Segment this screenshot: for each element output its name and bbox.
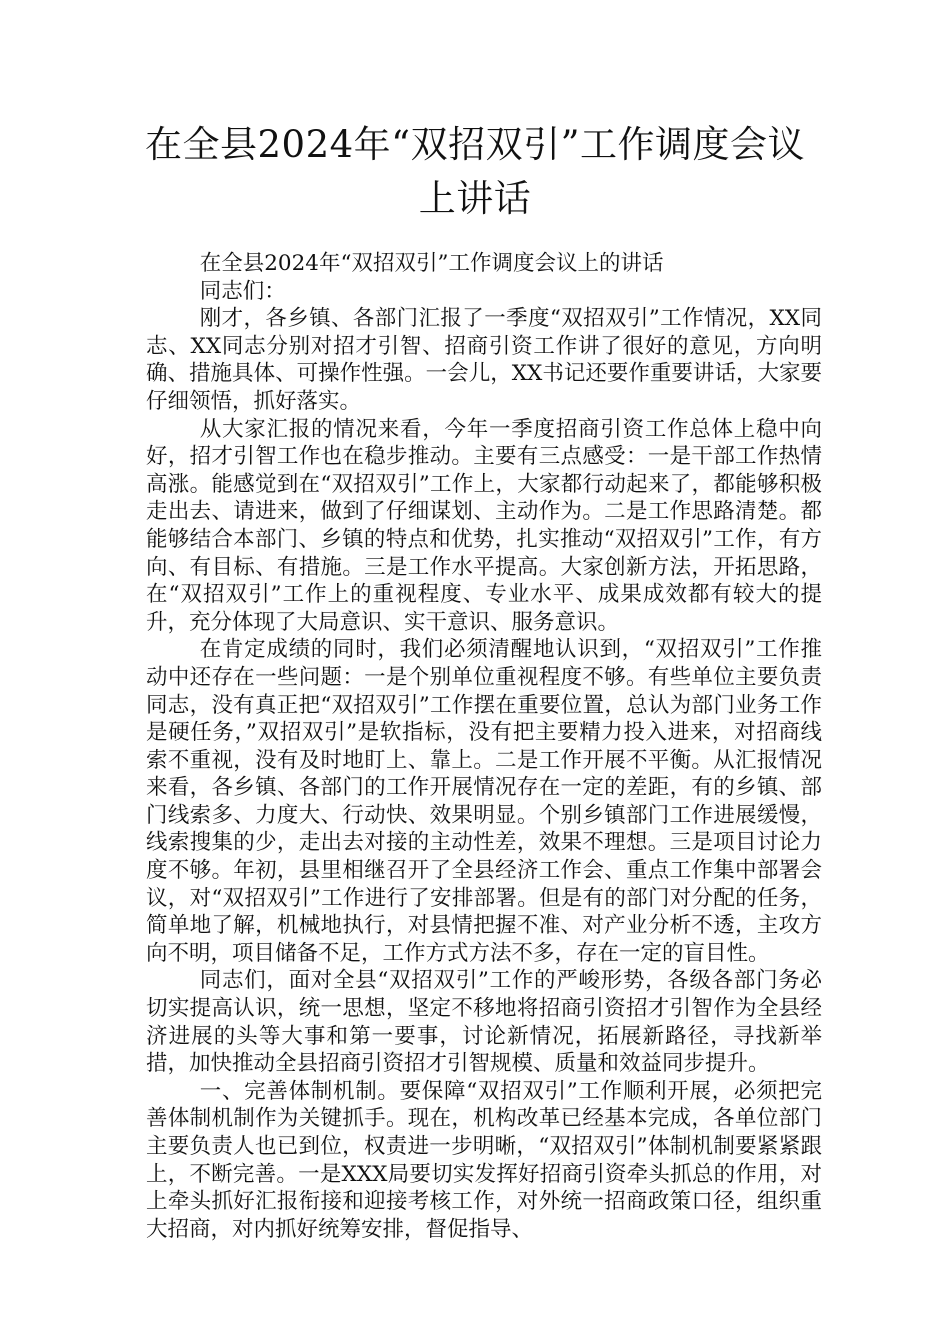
paragraph: 一、完善体制机制。要保障“双招双引”工作顺利开展，必须把完善体制机制作为关键抓手。现在，机构改革已经基本完成，各单位部门主要负责人也已到位，权责进一步明晰，“双招双引”体制机制要紧紧跟上，不断完善。一是XXX局要切实发挥好招商引资牵头抓总的作用，对上牵头抓好汇报衔接和迎接考核工作，对外统一招商政策口径，组织重大招商，对内抓好统筹安排，督促指导、 [146,1078,822,1242]
paragraph: 从大家汇报的情况来看，今年一季度招商引资工作总体上稳中向好，招才引智工作也在稳步推动。主要有三点感受：一是干部工作热情高涨。能感觉到在“双招双引”工作上，大家都行动起来了，都能够积极走出去、请进来，做到了仔细谋划、主动作为。二是工作思路清楚。都能够结合本部门、乡镇的特点和优势，扎实推动“双招双引”工作，有方向、有目标、有措施。三是工作水平提高。大家创新方法，开拓思路，在“双招双引”工作上的重视程度、专业水平、成果成效都有较大的提升，充分体现了大局意识、实干意识、服务意识。 [146,416,822,635]
document-body [146,250,822,1243]
paragraph: 在肯定成绩的同时，我们必须清醒地认识到，“双招双引”工作推动中还存在一些问题：一是个别单位重视程度不够。有些单位主要负责同志，没有真正把“双招双引”工作摆在重要位置，总认为部门业务工作是硬任务，”双招双引”是软指标，没有把主要精力投入进来，对招商线索不重视，没有及时地盯上、靠上。二是工作开展不平衡。从汇报情况来看，各乡镇、各部门的工作开展情况存在一定的差距，有的乡镇、部门线索多、力度大、行动快、效果明显。个别乡镇部门工作进展缓慢，线索搜集的少，走出去对接的主动性差，效果不理想。三是项目讨论力度不够。年初，县里相继召开了全县经济工作会、重点工作集中部署会议，对“双招双引”工作进行了安排部署。但是有的部门对分配的任务，简单地了解，机械地执行，对县情把握不准、对产业分析不透，主攻方向不明，项目储备不足，工作方式方法不多，存在一定的盲目性。 [146,637,822,966]
paragraph: 刚才，各乡镇、各部门汇报了一季度“双招双引”工作情况，XX同志、XX同志分别对招才引智、招商引资工作讲了很好的意见，方向明确、措施具体、可操作性强。一会儿，XX书记还要作重要讲话，大家要仔细领悟，抓好落实。 [146,306,822,414]
document-title: 在全县2024年“双招双引”工作调度会议上讲话 [145,123,805,220]
paragraph: 同志们，面对全县“双招双引”工作的严峻形势，各级各部门务必切实提高认识，统一思想，坚定不移地将招商引资招才引智作为全县经济进展的头等大事和第一要事，讨论新情况，拓展新路径，寻找新举措，加快推动全县招商引资招才引智规模、质量和效益同步提升。 [146,968,822,1077]
salutation: 同志们： [199,278,286,304]
document-subtitle: 在全县2024年“双招双引”工作调度会议上的讲话 [199,251,664,276]
